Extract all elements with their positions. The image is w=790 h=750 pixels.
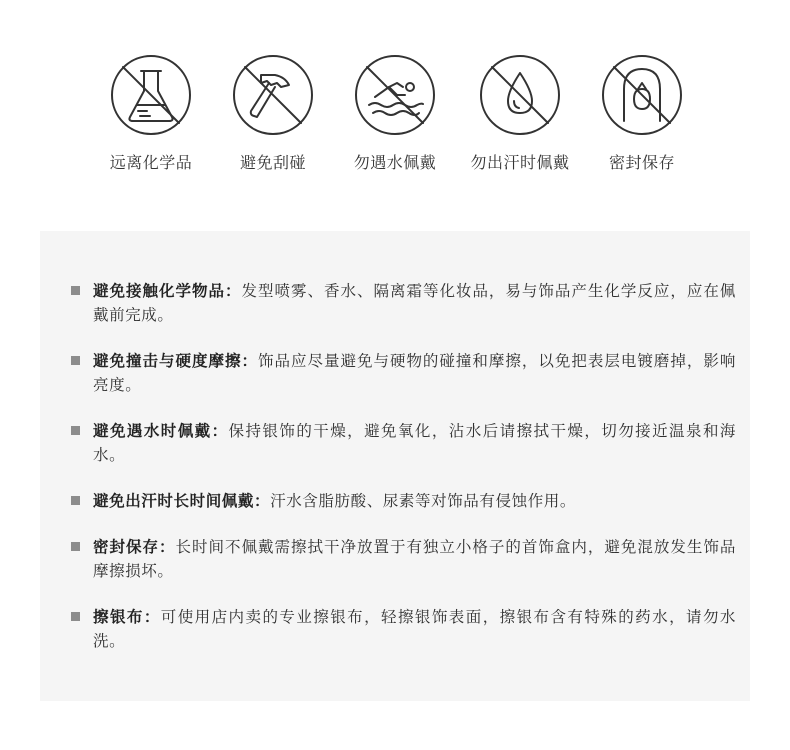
no-sweat-icon	[478, 53, 562, 137]
icon-item-sealed-storage	[577, 53, 707, 173]
care-item-text: 饰品应尽量避免与硬物的碰撞和摩擦，以免把表层电镀磨掉，影响亮度。	[93, 352, 736, 394]
square-bullet-icon	[71, 286, 80, 295]
care-item-text: 发型喷雾、香水、隔离霜等化妆品，易与饰品产生化学反应，应在佩戴前完成。	[93, 282, 736, 324]
icon-label-no-swimming: 勿遇水佩戴	[353, 153, 437, 172]
care-instructions-list	[71, 279, 736, 675]
icon-label-no-chemicals: 远离化学品	[109, 153, 193, 172]
sealed-storage-icon	[600, 53, 684, 137]
care-instructions-panel	[40, 231, 750, 701]
icon-item-no-scratch	[208, 53, 338, 173]
care-item-title: 密封保存：	[93, 538, 176, 556]
care-item-text: 可使用店内卖的专业擦银布，轻擦银饰表面，擦银布含有特殊的药水，请勿水洗。	[93, 608, 736, 650]
care-item-storage	[71, 535, 736, 583]
square-bullet-icon	[71, 612, 80, 621]
care-item-title: 避免接触化学物品：	[93, 282, 242, 300]
care-item-impact	[71, 349, 736, 397]
care-item-text: 保持银饰的干燥，避免氧化，沾水后请擦拭干燥，切勿接近温泉和海水。	[93, 422, 736, 464]
square-bullet-icon	[71, 356, 80, 365]
care-item-sweat	[71, 489, 736, 513]
care-item-water	[71, 419, 736, 467]
care-item-title: 避免撞击与硬度摩擦：	[93, 352, 258, 370]
square-bullet-icon	[71, 426, 80, 435]
no-swimming-icon	[353, 53, 437, 137]
care-item-title: 擦银布：	[93, 608, 161, 626]
icon-item-no-sweat	[455, 53, 585, 173]
icon-label-sealed-storage: 密封保存	[608, 153, 675, 172]
no-chemicals-icon	[109, 53, 193, 137]
care-item-chemicals	[71, 279, 736, 327]
care-item-text: 长时间不佩戴需擦拭干净放置于有独立小格子的首饰盒内，避免混放发生饰品摩擦损坏。	[93, 538, 736, 580]
care-icons-row	[0, 53, 790, 183]
icon-label-no-scratch: 避免刮碰	[239, 153, 306, 172]
square-bullet-icon	[71, 542, 80, 551]
icon-label-no-sweat: 勿出汗时佩戴	[470, 153, 570, 172]
no-scratch-icon	[231, 53, 315, 137]
care-item-text: 汗水含脂肪酸、尿素等对饰品有侵蚀作用。	[270, 492, 577, 510]
square-bullet-icon	[71, 496, 80, 505]
care-item-polishing-cloth	[71, 605, 736, 653]
care-item-title: 避免遇水时佩戴：	[93, 422, 229, 440]
icon-item-no-chemicals	[86, 53, 216, 173]
care-item-title: 避免出汗时长时间佩戴：	[93, 492, 271, 510]
icon-item-no-swimming	[330, 53, 460, 173]
